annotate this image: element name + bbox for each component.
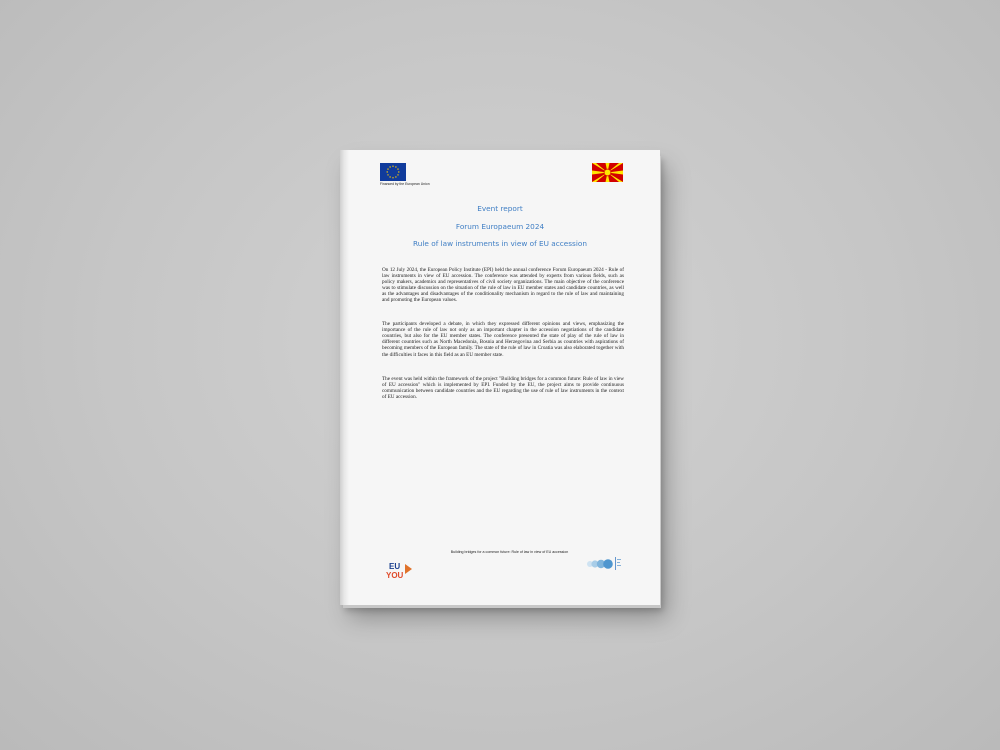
event-title-heading: Forum Europaeum 2024 <box>455 221 545 231</box>
eu4you-logo-line1: EU <box>389 562 401 571</box>
report-body <box>382 267 624 418</box>
topic-heading: Rule of law instruments in view of EU accession <box>413 239 587 248</box>
north-macedonia-flag-icon <box>592 163 623 182</box>
paragraph: The event was held within the framework of the project "Building bridges for a common future: Rule of law in view of EU accession" which is implemented by EPI. Funded by the EU, the project aims to provide continuous communication between candidate countries and the EU regarding the use of rule of law instruments in the context of EU accession. <box>382 375 624 400</box>
paragraph: On 12 July 2024, the European Policy Institute (EPI) held the annual conference Forum Europaeum 2024 - Rule of law instruments in view of EU accession. The conference was attended by experts from various fields, such as policy makers, academics and representatives of civil society organizations. The main objective of the conference was to stimulate discussion on the situation of the rule of law in EU member states and candidate countries, as well as the advantages and disadvantages of the conditionality mechanism in regard to the rule of law and maintaining and promoting the European values. <box>382 267 624 304</box>
eu-caption: Financed by the European Union <box>380 182 430 186</box>
footer-project-title: Building bridges for a common future: Rule of law in view of EU accession <box>450 550 569 554</box>
page-footer <box>340 547 660 597</box>
eu4you-arrow-icon <box>405 564 412 574</box>
heading-block <box>340 205 660 258</box>
eu-flag-icon <box>380 163 406 181</box>
report-type-heading: Event report <box>477 204 523 213</box>
document-page <box>340 150 660 605</box>
paragraph: The participants developed a debate, in which they expressed different opinions and views, emphasizing the importance of the rule of law not only as an important chapter in the accession negotiations of the candidate countries, but also for the EU member states. The conference presented the state of play of the rule of law in different countries such as North Macedonia, Bosnia and Herzegovina and Serbia as countries with aspirations of becoming members of the European family. The state of the rule of law in Croatia was also elaborated together with the difficulties it faces in this field as an EU member state. <box>382 321 624 358</box>
eu-logo <box>380 163 430 186</box>
epi-logo-icon <box>585 555 623 571</box>
eu4you-logo-line2: YOU <box>386 571 404 580</box>
eu4you-logo-icon <box>386 562 416 584</box>
